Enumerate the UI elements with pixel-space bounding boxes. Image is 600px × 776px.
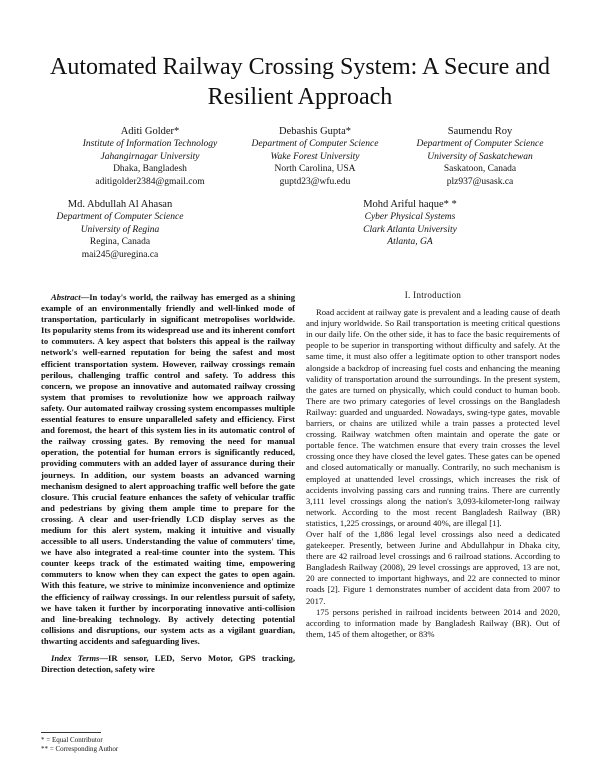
author-email: plz937@usask.ca bbox=[446, 176, 514, 187]
author-block bbox=[20, 198, 220, 261]
author-block bbox=[310, 198, 510, 249]
index-terms bbox=[41, 653, 295, 675]
footnote-equal-contributor: * = Equal Contributor bbox=[41, 736, 103, 744]
author-email: mai245@uregina.ca bbox=[81, 249, 159, 260]
author-name: Debashis Gupta* bbox=[278, 126, 352, 137]
author-name: Saumendu Roy bbox=[447, 126, 513, 137]
author-affiliation: Cyber Physical Systems bbox=[364, 212, 456, 222]
introduction-column bbox=[306, 290, 560, 640]
author-location: Saskatoon, Canada bbox=[443, 164, 517, 174]
author-institution: Jahangirnagar University bbox=[100, 151, 200, 162]
author-location: Regina, Canada bbox=[89, 237, 151, 247]
footnote-rule bbox=[41, 732, 101, 733]
author-location: Dhaka, Bangladesh bbox=[113, 164, 187, 174]
author-affiliation: Institute of Information Technology bbox=[82, 139, 218, 149]
section-heading: I. Introduction bbox=[404, 290, 462, 300]
author-name: Mohd Ariful haque* * bbox=[363, 199, 457, 210]
footnotes bbox=[41, 732, 295, 754]
author-email: guptd23@wfu.edu bbox=[279, 176, 351, 187]
author-name: Aditi Golder* bbox=[120, 126, 180, 137]
author-block bbox=[380, 125, 580, 188]
author-institution: Wake Forest University bbox=[270, 151, 360, 162]
paragraph: 175 persons perished in railroad incidents between 2014 and 2020, according to information made by Bangladesh Railway (BR). Out of them, 145 of them altogether, or 83% bbox=[306, 606, 560, 639]
author-institution: Clark Atlanta University bbox=[363, 224, 457, 235]
index-terms-text: —IR sensor, LED, Servo Motor, GPS tracking, Direction detection, safety wire bbox=[41, 653, 295, 675]
abstract-label: Abstract bbox=[51, 292, 81, 302]
paper-title: Automated Railway Crossing System: A Secure and Resilient Approach bbox=[50, 54, 550, 110]
author-institution: University of Regina bbox=[80, 224, 160, 235]
abstract-text: —In today's world, the railway has emerged as a shining example of an environmentally friendly and well-linked mode of transportation, particularly in significant metropolises worldwide. Its popularity stems from its widespread use and its inherent comfort to commuters. A key aspect that bolsters this appeal is the railway network's well-earned reputation for being the safest and most efficient transportation system. However, railway crossings remain perilous, challenging traffic control and safety. To address this concern, we propose an innovative and automated railway crossing system that promises to revolutionize how we approach railway safety. Our automated railway crossing system encompasses multiple essential features to ensure unparalleled safety and efficiency. First and foremost, the heart of this system lies in its automatic control of the railway crossing gates. By removing the need for manual operation, the potential for human errors is significantly reduced, providing commuters with an added layer of assurance during their journeys. In addition, our system boasts an advanced warning mechanism designed to alert approaching traffic well before the gate closure. This crucial feature enhances the safety of vehicular traffic and pedestrians by giving them ample time to prepare for the crossing. A clear and user-friendly LCD display serves as the medium for this alert system, making it intuitive and visually accessible to all users. Understanding the value of commuters' time, we have also integrated a real-time counter into the system. This counter keeps track of the estimated waiting time, empowering commuters to know when they can expect the gates to open again. With this feature, we strive to minimize inconvenience and optimize the efficiency of railway crossings. In our relentless pursuit of safety, we have taken it further by incorporating innovative anti-collision and line-breaking technology. By actively detecting potential collisions and disruptions, our system acts as a vigilant guardian, thwarting accidents and safeguarding lives. bbox=[41, 292, 295, 646]
abstract-column bbox=[41, 292, 295, 675]
author-name: Md. Abdullah Al Ahasan bbox=[67, 199, 173, 210]
paragraph: Over half of the 1,886 legal level crossings also need a dedicated gatekeeper. Presently, between Jurine and Abdullahpur in Dhaka city, there are 42 railroad level crossings and 6 railroad stations. According to Bangladesh Railway (2008), 29 level crossings are approved, 13 are not, 20 are connected to important highways, and 22 are connected to minor roads [2]. Figure 1 demonstrates number of accident data from 2007 to 2017. bbox=[306, 528, 560, 606]
author-email: aditigolder2384@gmail.com bbox=[95, 176, 205, 187]
author-location: Atlanta, GA bbox=[387, 237, 433, 247]
author-institution: University of Saskatchewan bbox=[427, 151, 533, 162]
abstract bbox=[41, 292, 295, 647]
author-affiliation: Department of Computer Science bbox=[416, 139, 544, 149]
author-location: North Carolina, USA bbox=[274, 164, 356, 174]
author-affiliation: Department of Computer Science bbox=[251, 139, 379, 149]
author-affiliation: Department of Computer Science bbox=[56, 212, 184, 222]
index-terms-label: Index Terms bbox=[51, 653, 100, 663]
footnote-corresponding-author: ** = Corresponding Author bbox=[41, 745, 119, 753]
paragraph: Road accident at railway gate is prevalent and a leading cause of death and injury worldwide. So Rail transportation is meeting critical questions in our daily life. On the other side, it has to face the basic requirements of people to be superior in transporting without difficulty and safely. At the same time, it must also offer a legitimate option to other transport nodes alongside a backdrop of increasing fuel costs and enhancing the meaning validity of transportation around the surroundings. In the present system, the gates are turned on physically, which could conduct to human boob. There are two primary categories of level crossings on the Bangladesh Railway: guarded and unguarded. Nowadays, swing-type gates, movable barriers, or chains are utilized while a train passes a protected level crossing. Railway watchmen often maintain and operate the gate or portable fence. The watchmen ensure that every train crosses the level crossing once they have closed the level gates. These gates can be opened and closed automatically or manually. Contrarily, no such mechanism is employed at unattended level crossings, which increases the risk of accidents involving passing cars and running trains. There are currently 3,111 level crossings along the nation's 3,093-kilometer-long railway network. According to the most recent Bangladesh Railway (BR) statistics, 1,225 crossings, or around 40%, are illegal [1]. bbox=[306, 307, 560, 528]
